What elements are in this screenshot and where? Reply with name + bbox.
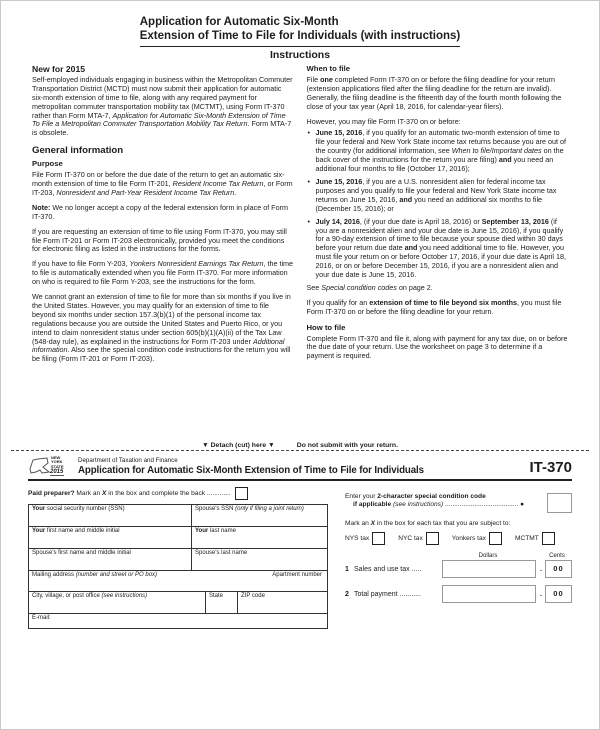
logo-year: 2015 [50,469,64,476]
paid-preparer-text: Paid preparer? Mark an X in the box and complete the back ............. [28,490,231,498]
nys-tax-label: NYS tax [345,535,370,543]
nys-tax-item [345,532,385,545]
first-name-field[interactable] [29,527,191,548]
purpose-heading: Purpose [32,159,63,169]
paragraph-efile: If you are requesting an extension of time to file using Form IT-370, you may still file Form IT-201 or Form IT-203 electronically, provided you meet the conditions for electronic filing as listed in the instructions for the forms. [32,226,287,254]
city-field[interactable] [29,592,205,613]
mctmt-item [515,532,555,545]
apartment-number-label: Apartment number [272,572,322,579]
detach-no-submit-text: Do not submit with your return. [296,442,398,449]
table-row [29,591,327,613]
paragraph-how-to-file: Complete Form IT-370 and file it, along with payment for any tax due, on or before the due date of your return. Use the worksheet on page 3 to determine if a payment is required. [306,333,568,361]
spouse-first-name-label: Spouse's first name and middle initial [32,550,131,557]
bullet-marker: • [307,176,311,186]
bullet-marker: • [307,216,311,226]
spouse-ssn-label: Spouse's SSN (only if filing a joint return) [195,506,304,513]
paragraph-purpose: File Form IT-370 on or before the due date of the return to get an automatic six-month extension of time to file Form IT-201, Resident Income Tax Return, or Form IT-203, Nonresident and Part-Year Resident Income Tax Return. [32,170,293,197]
total-payment-dollars-box[interactable] [442,585,536,603]
form-header-middle [74,457,523,476]
instructions-left-column [32,65,294,437]
state-field[interactable] [205,592,237,613]
mark-x-instruction: Mark an X in the box for each tax that you are subject to: [345,520,511,528]
last-name-label: Your last name [195,528,236,535]
bullet-text-june15-nonresident: June 15, 2016, if you are a U.S. nonresident alien for federal income tax purposes and you qualify to file your federal and New York State income tax returns on June 15, 2016, and you need an additional six months to file (December 15, 2016); or [315,176,557,213]
nyc-tax-checkbox[interactable] [426,532,439,545]
taxpayer-info-table [28,504,328,629]
form-title: Application for Automatic Six-Month Extension of Time to File for Individuals [78,465,424,477]
line2-decimal-point: . [540,590,542,598]
special-condition-code-line2: if applicable (see instructions) ........................................ ● [353,501,525,509]
city-label: City, village, or post office (see instructions) [32,593,148,600]
spouse-first-name-field[interactable] [29,549,191,570]
bullet-item [307,129,569,174]
mctmt-label: MCTMT [514,535,539,543]
general-information-heading: General information [32,145,124,157]
ny-state-outline-icon [28,456,50,476]
form-left-section [28,484,328,629]
paragraph-see-codes: See Special condition codes on page 2. [306,282,433,292]
instructions-heading: Instructions [269,49,331,61]
instructions-columns [1,65,599,437]
logo-word-york: YORK [51,459,63,465]
paragraph-beyond-six-months: If you qualify for an extension of time to file beyond six months, you must file Form IT-370 on or before the filing deadline for your return. [306,297,562,316]
bullet-marker: • [307,128,311,138]
state-label: State [209,593,224,600]
sales-use-tax-cents-box: 00 [545,560,572,578]
total-payment-label: Total payment ........... [354,590,421,598]
nys-tax-checkbox[interactable] [372,532,385,545]
mailing-address-field[interactable] [29,571,327,591]
paragraph-y203: If you have to file Form Y-203, Yonkers Nonresident Earnings Tax Return, the time to file is automatically extended when you file Form IT-370. For more information on who is required to file Form Y-203, see the instructions for the form. [32,259,294,287]
zip-field[interactable] [237,592,327,613]
spouse-last-name-label: Spouse's last name [195,550,248,557]
zip-label: ZIP code [241,593,265,600]
table-row [29,526,327,548]
bullet-text-july14: July 14, 2016, (if your due date is April 18, 2016) or September 13, 2016 (if you are a nonresident alien and your due date is June 15, 2016), if you qualify for a 90-day extension of time to file because your spouse died within 30 days before your return due date and you need additional time to file. However, you must file your return on or before October 17, 2016, if your due date is April 18, 2016, or on or before December 15, 2016, if you are a nonresident alien and your due date is June 15, 2016. [315,216,567,280]
logo-word-state: STATE [51,463,64,469]
special-condition-code-text [345,493,544,509]
document-title-line1: Application for Automatic Six-Month [139,16,339,28]
form-right-section [328,484,572,629]
amount-column-headers [345,553,572,559]
form-body [1,484,599,629]
yonkers-tax-label: Yonkers tax [451,535,486,543]
department-name: Department of Taxation and Finance [78,457,178,465]
special-condition-code-row [345,493,572,513]
paragraph-when-to-file: File one completed Form IT-370 on or before the filing deadline for your return (extension applications filed after the filing deadline for the return are invalid). Generally, the filing deadline is the fifteenth day of the fourth month following the close of your tax year (April 18, 2016, for calendar-year filers). [306,74,562,111]
nyc-tax-label: NYC tax [398,535,423,543]
dollars-header: Dollars [478,553,498,560]
logo-word-new: NEW [51,455,61,460]
total-payment-cents-box: 00 [545,585,572,603]
form-header [1,451,599,477]
special-condition-code-box[interactable] [547,493,572,513]
document-header [1,15,599,47]
paragraph-note: Note: We no longer accept a copy of the federal extension form in place of Form IT-370. [32,202,288,221]
when-to-file-heading: When to file [306,65,351,73]
nyc-tax-item [398,532,439,545]
last-name-field[interactable] [191,527,327,548]
tax-checkbox-row [345,532,572,545]
how-to-file-heading: How to file [306,322,346,332]
ssn-field[interactable] [29,505,191,526]
table-row [29,613,327,628]
bullet-text-june15-country: June 15, 2016, if you qualify for an automatic two-month extension of time to file your federal and New York State income tax returns because you are out of the country (for additional information, see When to file/Important dates on the back cover of the instructions for the return you are filing) and you need an additional four months to file (October 17, 2016); [315,128,567,174]
email-label: E-mail: [32,615,51,622]
email-field[interactable] [29,614,327,628]
detach-cut-text: ▼ Detach (cut) here ▼ [202,442,275,449]
document-title [140,15,461,47]
first-name-label: Your first name and middle initial [32,528,120,535]
bullet-item [307,178,569,214]
special-condition-code-line1: Enter your 2-character special condition code [345,493,486,501]
sales-use-tax-dollars-box[interactable] [442,560,536,578]
table-row [29,505,327,526]
table-row [29,548,327,570]
spouse-ssn-field[interactable] [191,505,327,526]
form-number: IT-370 [529,459,572,477]
mailing-address-label: Mailing address (number and street or PO box) [32,572,158,579]
mctmt-checkbox[interactable] [542,532,555,545]
paid-preparer-checkbox[interactable] [235,487,248,500]
ssn-label: Your social security number (SSN) [32,506,125,513]
new-for-2015-heading: New for 2015 [32,65,86,74]
instructions-right-column [307,65,569,437]
sales-use-tax-row [345,560,572,578]
table-row [29,570,327,591]
document-title-line2: Extension of Time to File for Individuals (with instructions) [139,30,461,42]
bullet-item [307,218,569,280]
line2-number: 2 [345,590,349,598]
line1-decimal-point: . [540,565,542,573]
yonkers-tax-item [452,532,502,545]
paragraph-new-for-2015: Self-employed individuals engaging in business within the Metropolitan Commuter Transportation District (MCTD) must now submit their application for automatic six-month extension of time to file, along with any required payment for metropolitan commuter transportation mobility tax (MCTMT), using Form IT-370 rather than Form MTA-7, Application for Automatic Six-Month Extension of Time To File a Metropolitan Commuter Transportation Mobility Tax Return. Form MTA-7 is obsolete. [32,74,293,138]
sales-use-tax-label: Sales and use tax ..... [354,565,422,573]
paragraph-six-months: We cannot grant an extension of time to file for more than six months if you live in the United States. However, you may qualify for an extension of time to file beyond six months under section 157.3(b)(1) of the personal income tax regulations because you are outside the United States and Puerto Rico, or you intend to claim nonresident status under section 605(b)(1)(A)(ii) of the Tax Law (548-day rule), as explained in the instructions for Form IT-203 under Additional information. Also see the special condition code instructions for the return you will be filing (Form IT-201 or Form IT-203). [32,292,291,364]
logo-text [51,456,64,469]
total-payment-row [345,585,572,603]
cents-header: Cents [549,553,565,560]
spouse-last-name-field[interactable] [191,549,327,570]
yonkers-tax-checkbox[interactable] [489,532,502,545]
line1-number: 1 [345,565,349,573]
paragraph-however: However, you may file Form IT-370 on or before: [306,116,461,126]
form-header-rule [28,479,572,481]
ny-state-logo [28,456,74,476]
paid-preparer-line [28,487,328,500]
detach-line [11,442,589,451]
